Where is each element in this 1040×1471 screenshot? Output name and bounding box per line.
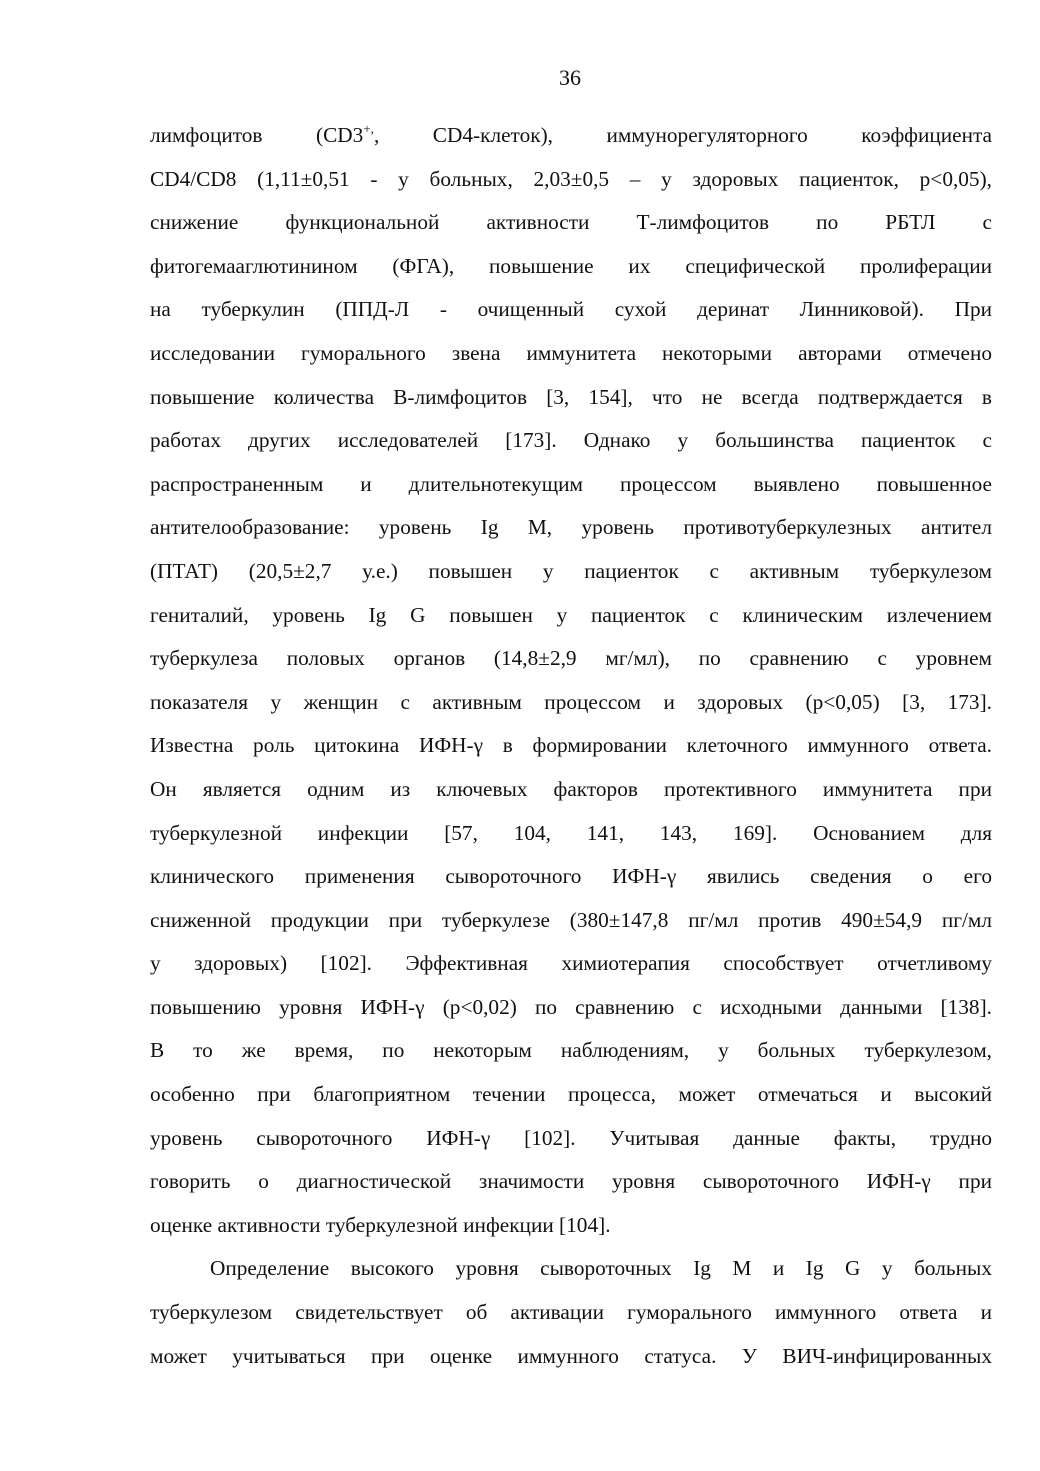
- text-line: снижение функциональной активности Т-лимфоцитов по РБТЛ с: [150, 210, 992, 235]
- text-line: показателя у женщин с активным процессом и здоровых (p<0,05) [3, 173].: [150, 689, 992, 714]
- text-line: туберкулезом свидетельствует об активации гуморального иммунного ответа и: [150, 1300, 992, 1325]
- text-line: распространенным и длительнотекущим процессом выявлено повышенное: [150, 471, 992, 496]
- paragraph-2: [150, 1247, 992, 1378]
- text-line: повышению уровня ИФН-γ (p<0,02) по сравнению с исходными данными [138].: [150, 994, 992, 1019]
- text-line: В то же время, по некоторым наблюдениям, у больных туберкулезом,: [150, 1038, 992, 1063]
- text-line: исследовании гуморального звена иммунитета некоторыми авторами отмечено: [150, 340, 992, 365]
- text-line: особенно при благоприятном течении процесса, может отмечаться и высокий: [150, 1082, 992, 1107]
- text-line: работах других исследователей [173]. Однако у большинства пациенток с: [150, 428, 992, 453]
- text-line: оценке активности туберкулезной инфекции [104].: [150, 1212, 611, 1237]
- document-body: [150, 114, 992, 1378]
- text-line: у здоровых) [102]. Эффективная химиотерапия способствует отчетливому: [150, 951, 992, 976]
- text-line: Он является одним из ключевых факторов протективного иммунитета при: [150, 776, 992, 801]
- text-line: Известна роль цитокина ИФН-γ в формировании клеточного иммунного ответа.: [150, 733, 992, 758]
- text-line: туберкулеза половых органов (14,8±2,9 мг/мл), по сравнению с уровнем: [150, 646, 992, 671]
- text-line: повышение количества В-лимфоцитов [3, 154], что не всегда подтверждается в: [150, 384, 992, 409]
- text-line: гениталий, уровень Ig G повышен у пациенток с клиническим излечением: [150, 602, 992, 627]
- text-line: может учитываться при оценке иммунного статуса. У ВИЧ-инфицированных: [150, 1343, 992, 1368]
- text-line: CD4/CD8 (1,11±0,51 - у больных, 2,03±0,5 – у здоровых пациенток, p<0,05),: [150, 166, 992, 191]
- text-line: фитогемааглютинином (ФГА), повышение их специфической пролиферации: [150, 253, 992, 278]
- text-run: , CD4-клеток), иммунорегуляторного коэффициента: [373, 123, 993, 147]
- text-line: сниженной продукции при туберкулезе (380±147,8 пг/мл против 490±54,9 пг/мл: [150, 907, 992, 932]
- page-number: 36: [559, 65, 581, 90]
- text-line: [150, 114, 992, 158]
- text-line: говорить о диагностической значимости уровня сывороточного ИФН-γ при: [150, 1169, 992, 1194]
- text-line: туберкулезной инфекции [57, 104, 141, 143, 169]. Основанием для: [150, 820, 992, 845]
- text-line: антителообразование: уровень Ig M, уровень противотуберкулезных антител: [150, 515, 992, 540]
- text-run: лимфоцитов (CD3: [150, 123, 364, 147]
- paragraph-1: [150, 114, 992, 1247]
- superscript: +,: [363, 121, 374, 136]
- text-line: (ПТАТ) (20,5±2,7 у.е.) повышен у пациенток с активным туберкулезом: [150, 558, 992, 583]
- text-line: клинического применения сывороточного ИФН-γ явились сведения о его: [150, 864, 992, 889]
- text-line: на туберкулин (ППД-Л - очищенный сухой деринат Линниковой). При: [150, 297, 992, 322]
- text-line: Определение высокого уровня сывороточных Ig M и Ig G у больных: [210, 1256, 992, 1281]
- text-line: уровень сывороточного ИФН-γ [102]. Учитывая данные факты, трудно: [150, 1125, 992, 1150]
